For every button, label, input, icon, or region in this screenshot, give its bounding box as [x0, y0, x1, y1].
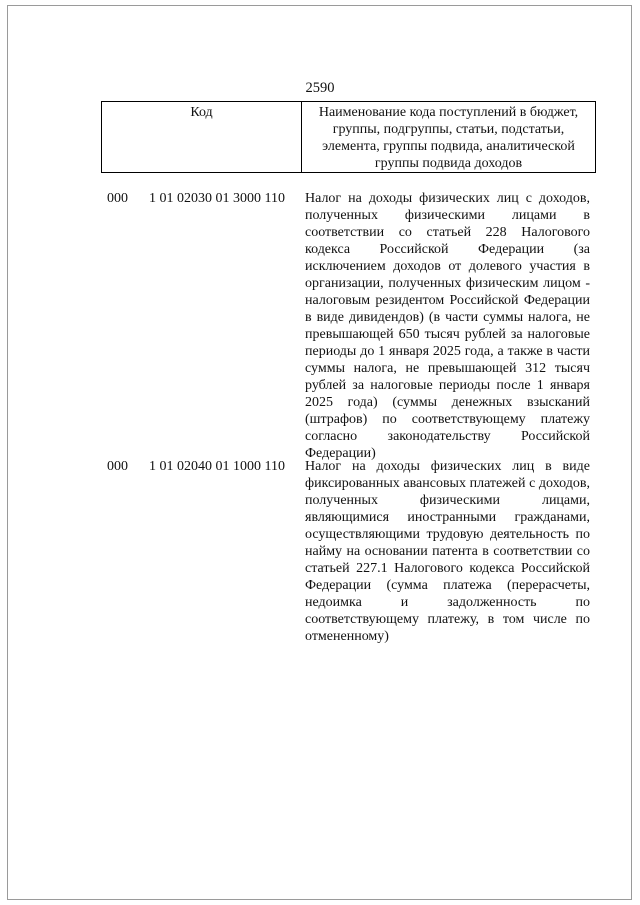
row-description: Налог на доходы физических лиц в виде фиксированных авансовых платежей с доходов, полученных физическими лицами, являющимися иностранными гражданами, осуществляющими трудовую деятельность по найму на основании патента в соответствии со статьей 227.1 Налогового кодекса Российской Федерации (сумма платежа (перерасчеты, недоимка и задолженность по соответствующему платежу, в том числе по отмененному) [305, 459, 590, 644]
header-name-cell: Наименование кода поступлений в бюджет, группы, подгруппы, статьи, подстатьи, элемента, группы подвида, аналитической группы подвида доходов [318, 105, 579, 171]
row-admin-code: 000 [107, 191, 128, 206]
row-description: Налог на доходы физических лиц с доходов, полученных физическими лицами в соответствии со статьей 228 Налогового кодекса Российской Федерации (за исключением доходов от долевого участия в организации, полученных физическим лицом - налоговым резидентом Российской Федерации в виде дивидендов) (в части суммы налога, не превышающей 650 тысяч рублей за налоговые периоды до 1 января 2025 года, а также в части суммы налога, не превышающей 312 тысяч рублей за налоговые периоды после 1 января 2025 года) (суммы денежных взысканий (штрафов) по соответствующему платежу согласно законодательству Российской Федерации) [305, 191, 590, 461]
row-kbk-code: 1 01 02030 01 3000 110 [149, 191, 285, 206]
table-header [101, 101, 596, 173]
row-admin-code: 000 [107, 459, 128, 474]
row-kbk-code: 1 01 02040 01 1000 110 [149, 459, 285, 474]
header-code-cell: Код [102, 102, 302, 172]
page-number: 2590 [305, 80, 335, 96]
